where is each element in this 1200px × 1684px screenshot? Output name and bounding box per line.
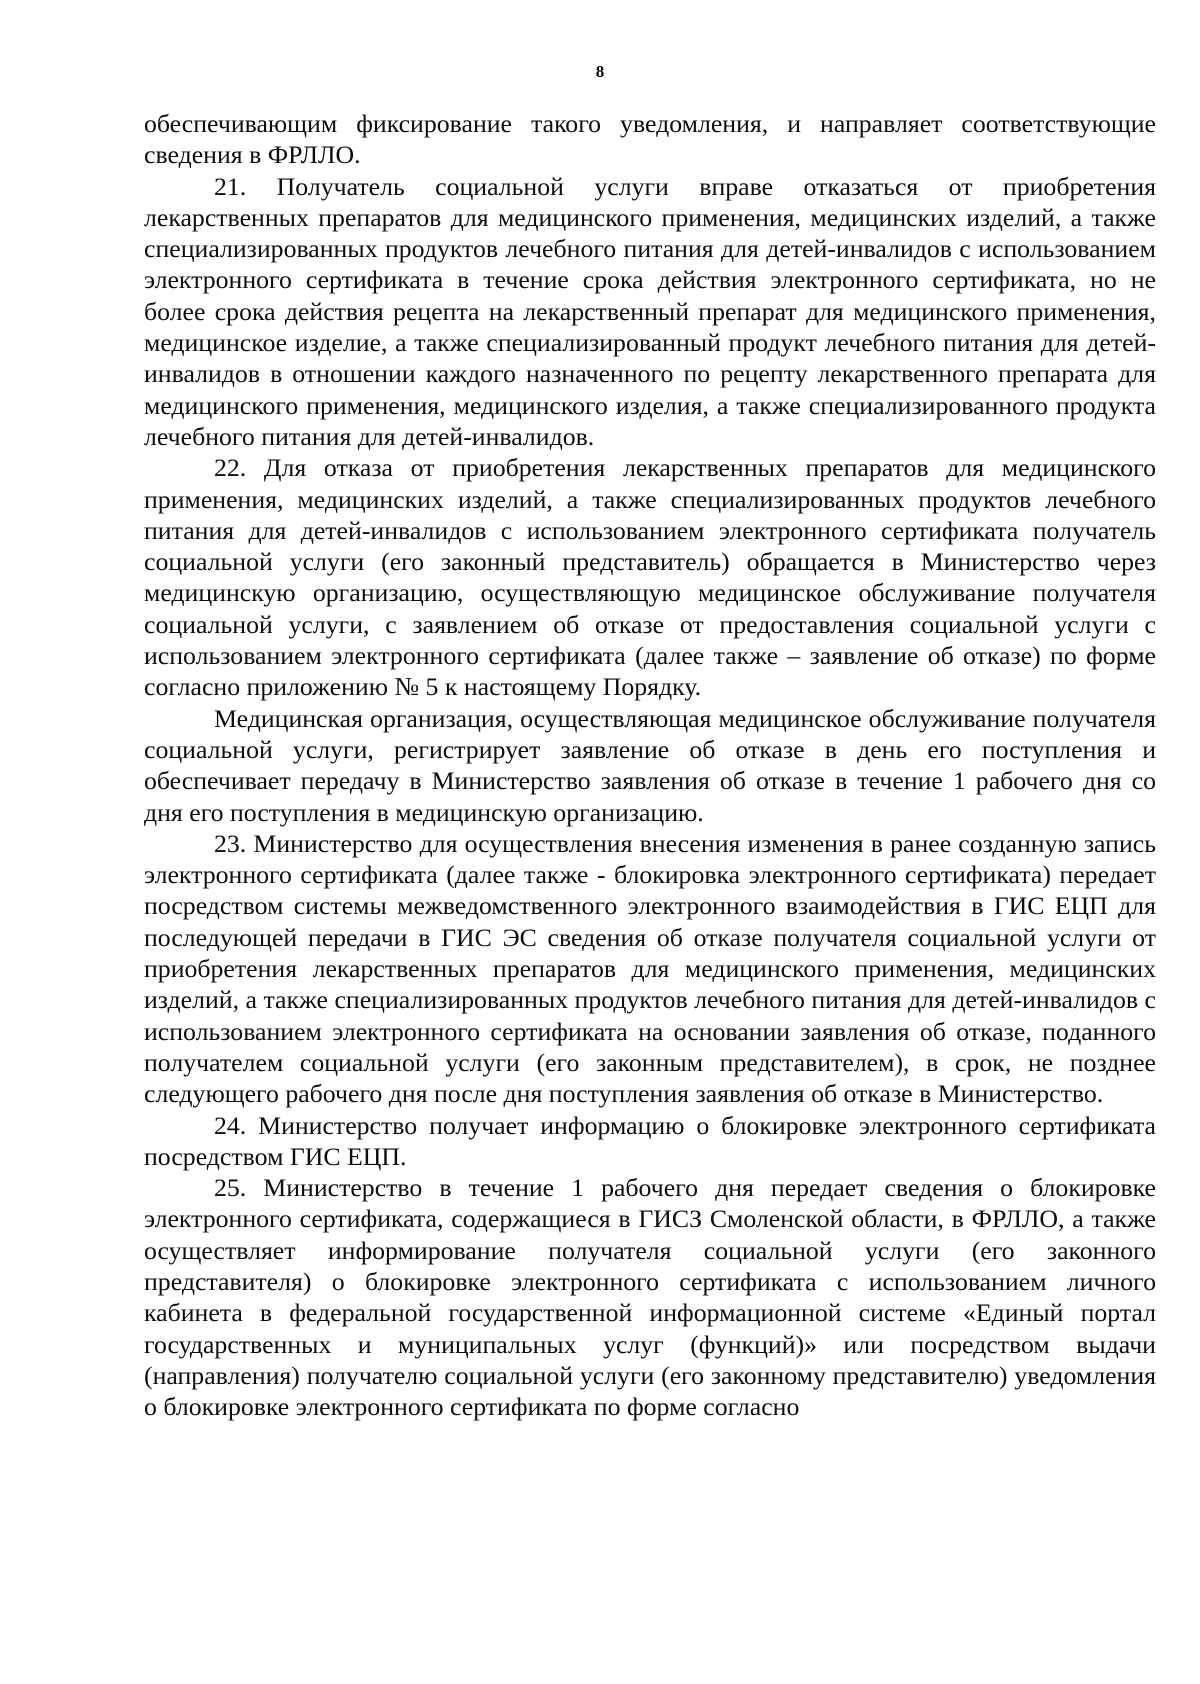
page-number: 8 (595, 62, 605, 81)
paragraph-clause-22: 22. Для отказа от приобретения лекарственных препаратов для медицинского применения, медицинских изделий, а также специализированных продуктов лечебного питания для детей-инвалидов с использованием электронного сертификата получатель социальной услуги (его законный представитель) обращается в Министерство через медицинскую организацию, осуществляющую медицинское обслуживание получателя социальной услуги, с заявлением об отказе от предоставления социальной услуги с использованием электронного сертификата (далее также – заявление об отказе) по форме согласно приложению № 5 к настоящему Порядку. (144, 453, 1156, 702)
paragraph-clause-24: 24. Министерство получает информацию о блокировке электронного сертификата посредством ГИС ЕЦП. (144, 1110, 1156, 1171)
document-body (144, 108, 1156, 1422)
paragraph-clause-22-registration: Медицинская организация, осуществляющая медицинское обслуживание получателя социальной услуги, регистрирует заявление об отказе в день его поступления и обеспечивает передачу в Министерство заявления об отказе в течение 1 рабочего дня со дня его поступления в медицинскую организацию. (144, 703, 1156, 827)
paragraph-continuation: обеспечивающим фиксирование такого уведомления, и направляет соответствующие сведения в ФРЛЛО. (144, 109, 1156, 170)
paragraph-clause-21: 21. Получатель социальной услуги вправе отказаться от приобретения лекарственных препаратов для медицинского применения, медицинских изделий, а также специализированных продуктов лечебного питания для детей-инвалидов с использованием электронного сертификата в течение срока действия электронного сертификата, но не более срока действия рецепта на лекарственный препарат для медицинского применения, медицинское изделие, а также специализированный продукт лечебного питания для детей-инвалидов в отношении каждого назначенного по рецепту лекарственного препарата для медицинского применения, медицинского изделия, а также специализированного продукта лечебного питания для детей-инвалидов. (144, 171, 1156, 451)
paragraph-clause-25: 25. Министерство в течение 1 рабочего дня передает сведения о блокировке электронного сертификата, содержащиеся в ГИСЗ Смоленской области, в ФРЛЛО, а также осуществляет информирование получателя социальной услуги (его законного представителя) о блокировке электронного сертификата с использованием личного кабинета в федеральной государственной информационной системе «Единый портал государственных и муниципальных услуг (функций)» или посредством выдачи (направления) получателю социальной услуги (его законному представителю) уведомления о блокировке электронного сертификата по форме согласно (144, 1173, 1156, 1422)
paragraph-clause-23: 23. Министерство для осуществления внесения изменения в ранее созданную запись электронного сертификата (далее также - блокировка электронного сертификата) передает посредством системы межведомственного электронного взаимодействия в ГИС ЕЦП для последующей передачи в ГИС ЭС сведения об отказе получателя социальной услуги от приобретения лекарственных препаратов для медицинского применения, медицинских изделий, а также специализированных продуктов лечебного питания для детей-инвалидов с использованием электронного сертификата на основании заявления об отказе, поданного получателем социальной услуги (его законным представителем), в срок, не позднее следующего рабочего дня после дня поступления заявления об отказе в Министерство. (144, 828, 1156, 1109)
